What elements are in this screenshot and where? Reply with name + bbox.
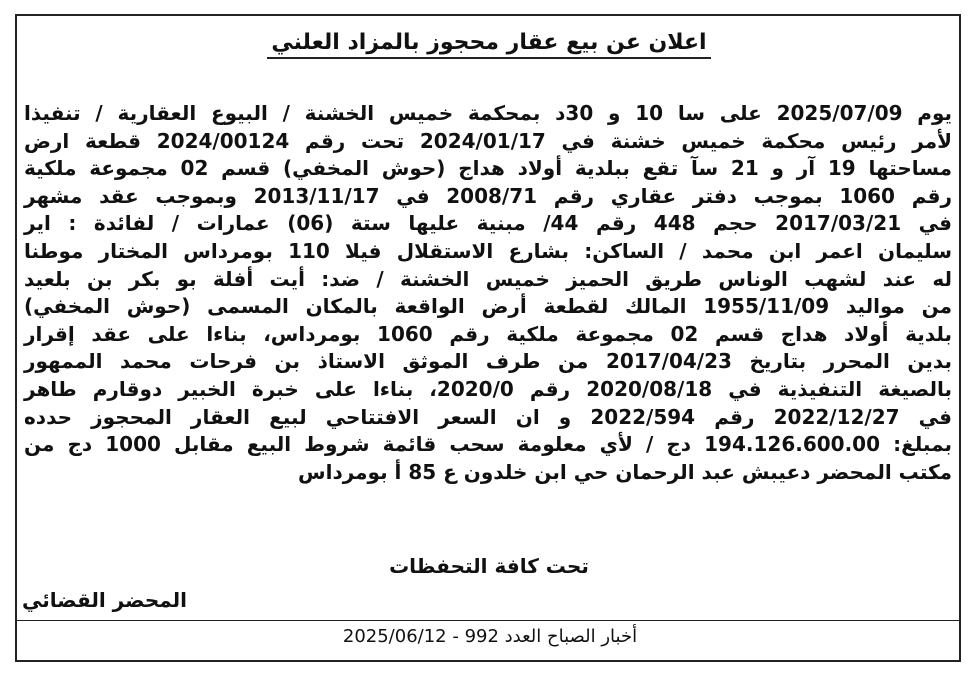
notice-line-last: مكتب المحضر دعيبش عبد الرحمان حي ابن خلدون ع 85 أ بومرداس [298,459,952,484]
notice-title [0,30,978,55]
notice-line: رقم 1060 بموجب دفتر عقاري رقم 2008/71 في 2013/11/17 وبموجب عقد مشهر [24,183,952,208]
reservation-note: تحت كافة التحفظات [389,554,589,578]
notice-line: بلدية أولاد هداج قسم 02 مجموعة ملكية رقم 1060 بومرداس، بناءا على عقد إقرار [24,321,952,346]
notice-line: في 2017/03/21 حجم 448 رقم 44/ مبنية عليها ستة (06) عمارات / لفائدة : اير [24,211,952,236]
notice-line: سليمان اعمر ابن محمد / الساكن: بشارع الاستقلال فيلا 110 بومرداس المختار موطنا [24,238,952,263]
notice-line: لأمر رئيس محكمة خميس خشنة في 2024/01/17 تحت رقم 2024/00124 قطعة ارض [24,128,952,153]
notice-line: بالصيغة التنفيذية في 2020/08/18 رقم 2020/0، بناءا على خبرة الخبير دوقارم طاهر [24,376,953,401]
newspaper-footer: أخبار الصباح العدد 992 - 2025/06/12 [342,626,638,647]
notice-line: مساحتها 19 آر و 21 سآ تقع ببلدية أولاد هداج (حوش المخفي) قسم 02 مجموعة ملكية [24,156,952,181]
notice-line: يوم 2025/07/09 على سا 10 و 30د بمحكمة خميس الخشنة / البيوع العقارية / تنفيذا [24,101,953,125]
notice-body [24,100,952,486]
notice-title-text: اعلان عن بيع عقار محجوز بالمزاد العلني [267,30,710,59]
bailiff-signature-label: المحضر القضائي [22,588,188,612]
notice-line: بدين المحرر بتاريخ 2017/04/23 من طرف الموثق الاستاذ بن فرحات محمد الممهور [24,349,952,374]
footer-divider [17,620,959,621]
notice-line: له عند لشهب الوناس طريق الحميز خميس الخشنة / ضد: أيت أفلة بو بكر بن بلعيد [24,266,952,291]
notice-line: من مواليد 1955/11/09 المالك لقطعة أرض الواقعة بالمكان المسمى (حوش المخفي) [24,294,952,319]
notice-line: في 2022/12/27 رقم 2022/594 و ان السعر الافتتاحي لبيع العقار المحجوز حدده [24,404,952,429]
notice-line: بمبلغ: 194.126.600.00 دج / لأي معلومة سحب قائمة شروط البيع مقابل 1000 دج من [24,432,953,457]
